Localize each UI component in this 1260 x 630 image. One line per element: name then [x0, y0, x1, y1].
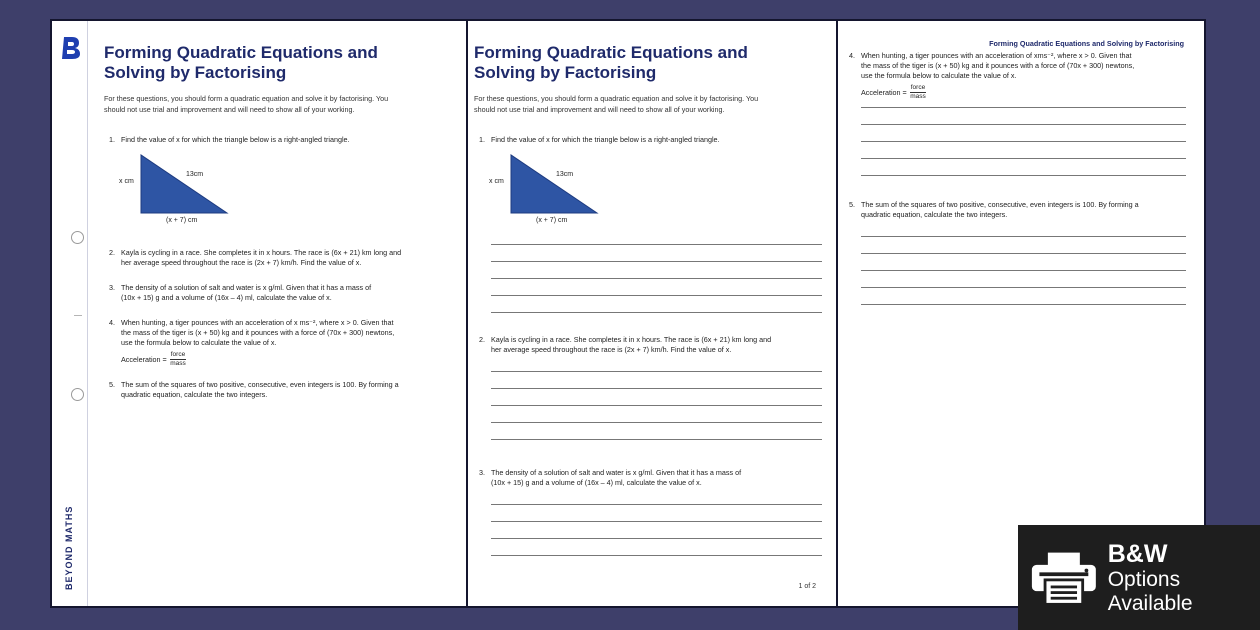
question-4: 4. When hunting, a tiger pounces with an acceleration of x ms⁻², where x > 0. Given that the mass of the tiger is (x + 50) kg and it pounces with a force of (70x + 300) newtons, use the formula below to calculate the value of x. Acceleration = $\frac{\text{force}}{\text{mass}}$ [104, 318, 454, 368]
worksheet-title: Forming Quadratic Equations and Solving by Factorising [474, 43, 748, 82]
question-5: 5. The sum of the squares of two positive, consecutive, even integers is 100. By forming a quadratic equation, calculate the two integers. [109, 380, 399, 399]
punch-hole [71, 231, 84, 244]
answer-lines [844, 236, 1186, 305]
question-3: 3. The density of a solution of salt and water is x g/ml. Given that it has a mass of (10x + 15) g and a volume of (16x – 4) ml, calculate the value of x. [109, 283, 372, 302]
page-1-content [104, 21, 454, 400]
page-3-content [844, 51, 1186, 305]
worksheet-page-3 [836, 19, 1206, 608]
printer-icon [1030, 548, 1098, 608]
triangle-side-label: x cm [489, 178, 504, 185]
triangle-side-label: x cm [119, 178, 134, 185]
page-number: 1 of 2 [798, 583, 816, 590]
answer-lines [474, 244, 822, 313]
badge-subtitle: Options Available [1107, 567, 1193, 615]
question-4: 4. When hunting, a tiger pounces with an acceleration of xms⁻², where x > 0. Given that the mass of the tiger is (x + 50) kg and it pounces with a force of (70x + 300) newtons, use the formula below to calculate the value of x. Acceleration = $\frac{\text{force}}{\text{mass}}$ [844, 51, 1186, 101]
brand-wordmark: BEYOND MATHS [64, 505, 74, 590]
page-margin [52, 21, 88, 606]
bw-options-badge [1018, 525, 1260, 630]
page-header: Forming Quadratic Equations and Solving by Factorising [989, 39, 1184, 48]
question-5: 5. The sum of the squares of two positive, consecutive, even integers is 100. By forming a quadratic equation, calculate the two integers. [849, 200, 1139, 219]
acceleration-formula: Acceleration = $\frac{\text{force}}{\text{mass}}$ [861, 84, 926, 100]
triangle-figure [484, 153, 624, 228]
triangle-hypotenuse-label: 13cm [186, 171, 204, 178]
question-3: 3. The density of a solution of salt and water is x g/ml. Given that it has a mass of (10x + 15) g and a volume of (16x – 4) ml, calculate the value of x. [479, 468, 742, 487]
triangle-shape [509, 153, 599, 215]
instructions: For these questions, you should form a quadratic equation and solve it by factorising. You should not use trial and improvement and will need to show all of your working. [104, 94, 389, 114]
instructions: For these questions, you should form a quadratic equation and solve it by factorising. You should not use trial and improvement and will need to show all of your working. [474, 94, 759, 114]
answer-lines [474, 504, 822, 556]
answer-lines [844, 107, 1186, 176]
worksheet-page-1 [50, 19, 468, 608]
question-1: 1. Find the value of x for which the triangle below is a right-angled triangle. [479, 135, 720, 144]
triangle-figure [114, 153, 254, 228]
acceleration-formula: Acceleration = $\frac{\text{force}}{\text{mass}}$ [121, 351, 186, 367]
question-2: 2. Kayla is cycling in a race. She completes it in x hours. The race is (6x + 21) km long and her average speed throughout the race is (2x + 7) km/h. Find the value of x. [479, 335, 772, 354]
worksheet-page-2 [466, 19, 838, 608]
worksheet-title: Forming Quadratic Equations and Solving by Factorising [104, 43, 378, 82]
page-2-content [474, 21, 822, 556]
question-2: 2. Kayla is cycling in a race. She completes it in x hours. The race is (6x + 21) km long and her average speed throughout the race is (2x + 7) km/h. Find the value of x. [109, 248, 402, 267]
triangle-base-label: (x + 7) cm [536, 217, 568, 224]
triangle-base-label: (x + 7) cm [166, 217, 198, 224]
answer-lines [474, 371, 822, 440]
triangle-shape [139, 153, 229, 215]
question-1: 1. Find the value of x for which the triangle below is a right-angled triangle. [109, 135, 350, 144]
fold-mark [74, 315, 82, 316]
beyond-logo-icon [60, 35, 82, 61]
triangle-hypotenuse-label: 13cm [556, 171, 574, 178]
badge-title: B&W [1107, 539, 1168, 568]
punch-hole [71, 388, 84, 401]
